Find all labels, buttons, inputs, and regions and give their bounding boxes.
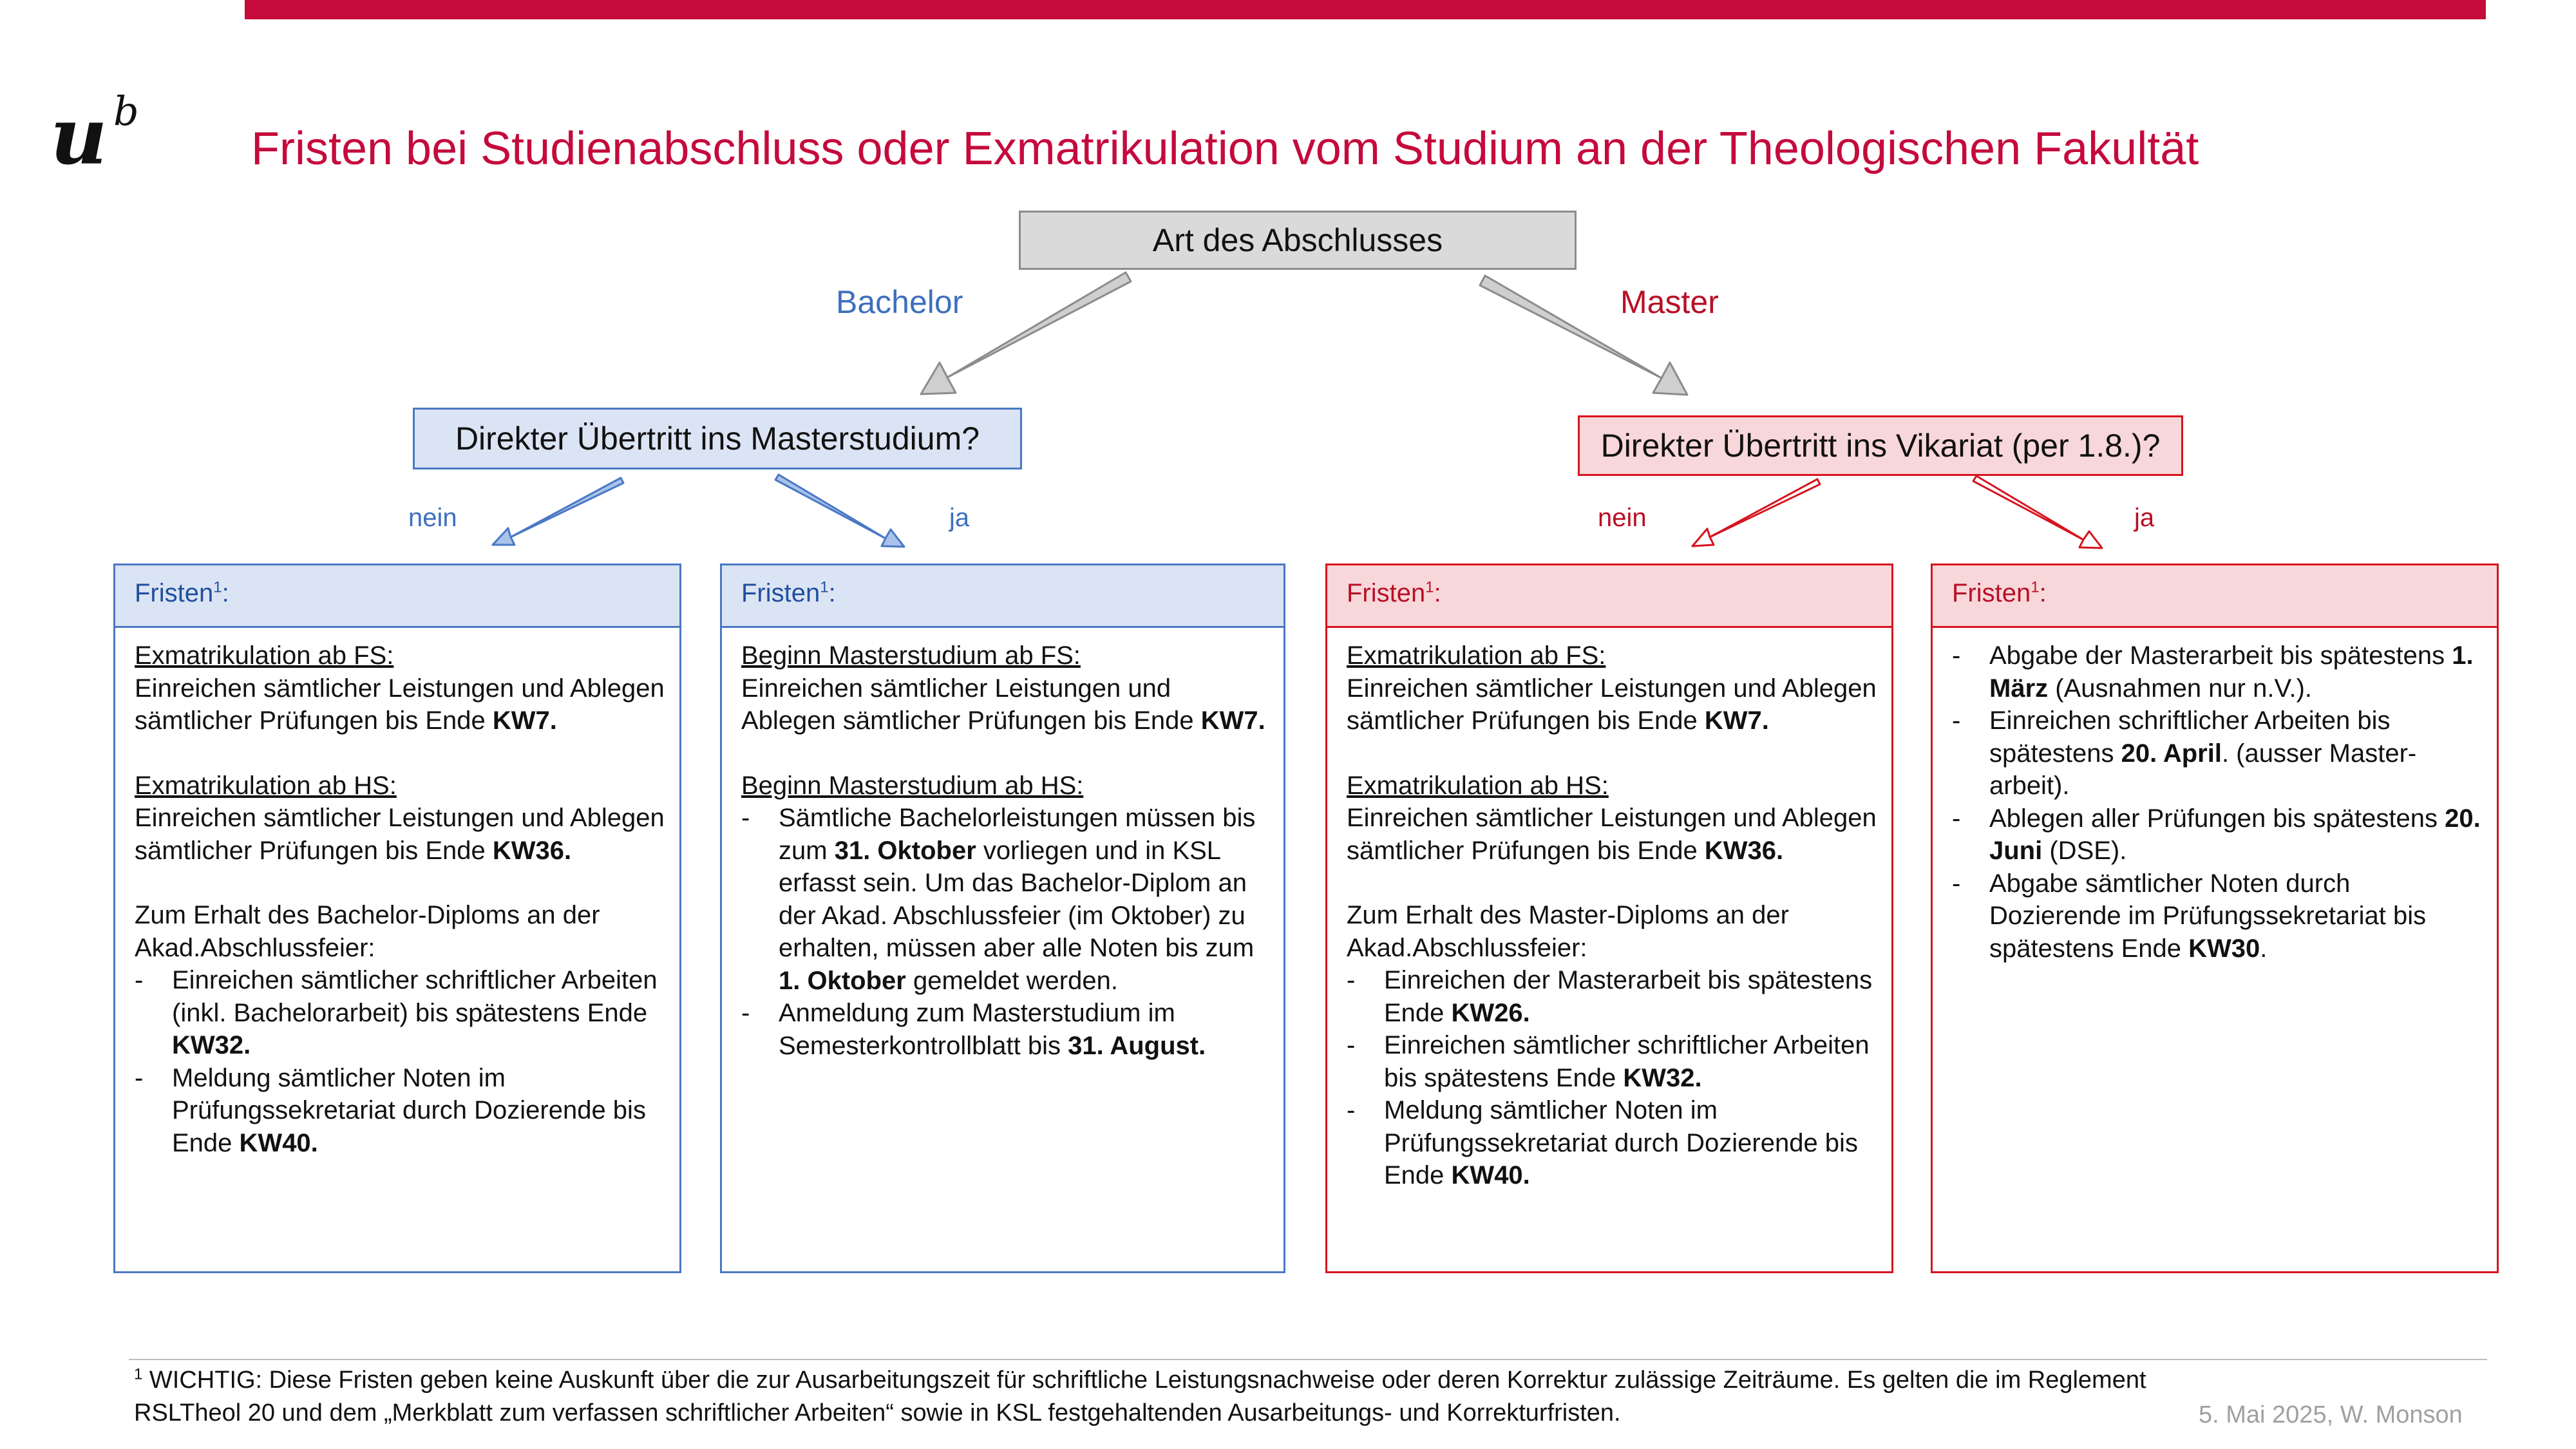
section-heading: Exmatrikulation ab FS:: [1347, 641, 1606, 670]
list-item: - Sämtliche Bachelorleistungen müssen bis zum 31. Oktober vorliegen und in KSL erfasst sein. Um das Bachelor-Diplom an der Akad. Abschlussfeier (im Oktober) zu erhalten, müssen aber alle Noten bis zum 1. Oktober gemeldet werden.: [741, 802, 1271, 997]
list-item: - Einreichen sämtlicher schriftlicher Arbeiten (inkl. Bachelorarbeit) bis spätestens Ende KW32.: [135, 964, 667, 1062]
section-heading: Beginn Masterstudium ab FS:: [741, 641, 1081, 670]
section-text: Einreichen sämtlicher Leistungen und Ablegen sämtlicher Prüfungen bis Ende KW36.: [135, 804, 665, 865]
arrow-mast-ja: [1973, 476, 2102, 548]
arrow-bach-nein: [493, 478, 623, 545]
card-body: [722, 628, 1283, 1062]
logo-letter-b: b: [113, 88, 139, 135]
list-item: - Meldung sämtlicher Noten im Prüfungssekretariat durch Dozierende bis Ende KW40.: [1347, 1094, 1879, 1192]
deadline-card-master-ja: [1931, 564, 2499, 1273]
list-item: - Abgabe sämtlicher Noten durch Dozierende im Prüfungssekretariat bis spätestens Ende KW30.: [1952, 867, 2484, 965]
deadline-card-master-nein: [1325, 564, 1893, 1273]
list-item: - Einreichen der Masterarbeit bis spätestens Ende KW26.: [1347, 964, 1879, 1029]
section-heading: Exmatrikulation ab HS:: [135, 771, 397, 800]
footnote: $^1$ WICHTIG: Diese Fristen geben keine Auskunft über die zur Ausarbeitungszeit für schriftliche Leistungsnachweise oder deren Korrektur zulässige Zeiträume. Es gelten die im Reglement RSLTheol 20 und dem „Merkblatt zum verfassen schriftlicher Arbeiten“ sowie in KSL festgehaltenden Ausarbeitungs- und Korrekturfristen.: [134, 1365, 2146, 1426]
card-body: [115, 628, 679, 1159]
section-heading: Exmatrikulation ab HS:: [1347, 771, 1609, 800]
question-box-master: Direkter Übertritt ins Vikariat (per 1.8.)?: [1578, 415, 2183, 476]
answer-label-bach-ja: ja: [949, 504, 970, 532]
card-heading: Fristen$^1$:: [722, 565, 1283, 628]
answer-label-mast-ja: ja: [2134, 504, 2155, 532]
card-body: [1327, 628, 1891, 1192]
page-title: Fristen bei Studienabschluss oder Exmatrikulation vom Studium an der Theologischen Fakultät: [251, 123, 2199, 175]
list-item: - Anmeldung zum Masterstudium im Semesterkontrollblatt bis 31. August.: [741, 997, 1271, 1062]
section-heading: Exmatrikulation ab FS:: [135, 641, 394, 670]
card-heading: Fristen$^1$:: [115, 565, 679, 628]
section-text: Einreichen sämtlicher Leistungen und Ablegen sämtlicher Prüfungen bis Ende KW7.: [135, 674, 665, 735]
list-item: - Abgabe der Masterarbeit bis spätestens 1. März (Ausnahmen nur n.V.).: [1952, 639, 2484, 705]
section-text: Einreichen sämtlicher Leistungen und Ablegen sämtlicher Prüfungen bis Ende KW7.: [741, 674, 1265, 735]
list-item: - Einreichen sämtlicher schriftlicher Arbeiten bis spätestens Ende KW32.: [1347, 1029, 1879, 1094]
deadline-card-bachelor-nein: [113, 564, 681, 1273]
list-item: - Meldung sämtlicher Noten im Prüfungssekretariat durch Dozierende bis Ende KW40.: [135, 1062, 667, 1160]
section-text: Einreichen sämtlicher Leistungen und Ablegen sämtlicher Prüfungen bis Ende KW7.: [1347, 674, 1877, 735]
answer-label-mast-nein: nein: [1598, 504, 1647, 532]
arrow-mast-nein: [1692, 479, 1820, 546]
decision-box-degree-type: Art des Abschlusses: [1019, 211, 1577, 270]
branch-label-master: Master: [1620, 284, 1719, 320]
section-intro: Zum Erhalt des Bachelor-Diploms an der Akad.Abschlussfeier:: [135, 901, 600, 962]
footer-divider: [129, 1359, 2487, 1360]
card-body: [1933, 628, 2497, 965]
logo-letter-u: u: [50, 90, 108, 182]
list-item: - Ablegen aller Prüfungen bis spätestens 20. Juni (DSE).: [1952, 802, 2484, 867]
section-heading: Beginn Masterstudium ab HS:: [741, 771, 1084, 800]
arrow-bach-ja: [775, 475, 904, 547]
section-text: Einreichen sämtlicher Leistungen und Ablegen sämtlicher Prüfungen bis Ende KW36.: [1347, 804, 1877, 865]
question-box-bachelor: Direkter Übertritt ins Masterstudium?: [413, 408, 1022, 469]
section-intro: Zum Erhalt des Master-Diploms an der Akad.Abschlussfeier:: [1347, 901, 1789, 962]
list-item: - Einreichen schriftlicher Arbeiten bis spätestens 20. April. (ausser Master-arbeit).: [1952, 705, 2484, 802]
deadline-card-bachelor-ja: [720, 564, 1285, 1273]
card-heading: Fristen$^1$:: [1933, 565, 2497, 628]
card-heading: Fristen$^1$:: [1327, 565, 1891, 628]
answer-label-bach-nein: nein: [408, 504, 457, 532]
branch-label-bachelor: Bachelor: [836, 284, 963, 320]
date-author: 5. Mai 2025, W. Monson: [2199, 1401, 2463, 1428]
